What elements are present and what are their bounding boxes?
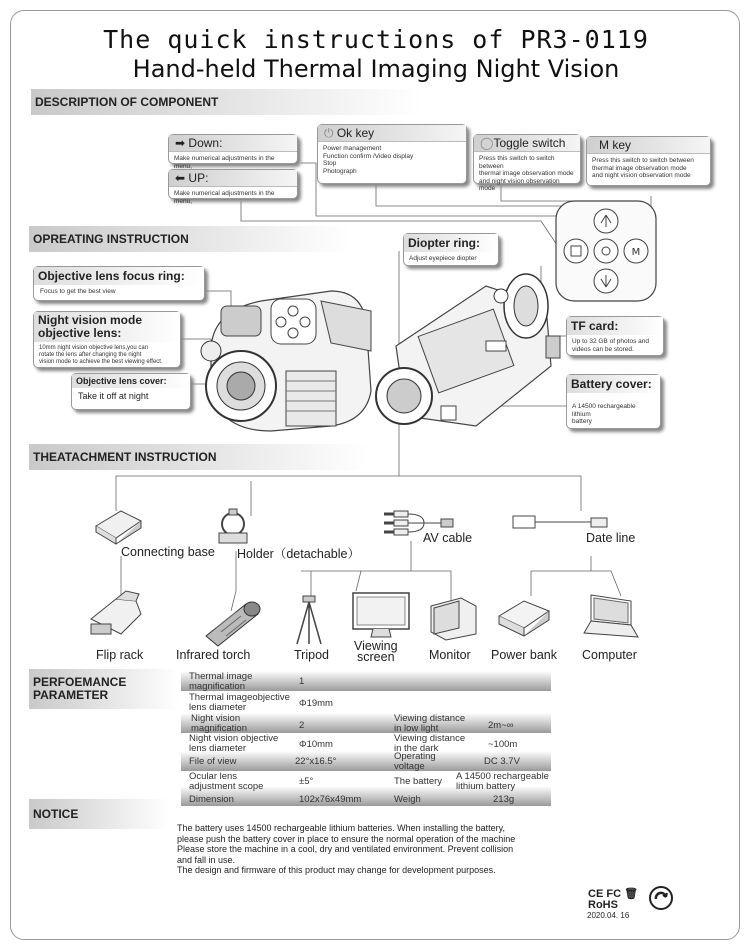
notice-line: and fall in use. [177, 854, 236, 865]
toggle-switch-title: Toggle switch [493, 136, 566, 150]
arrow-left-icon: ⬅ [175, 171, 186, 185]
lens-cover-header [72, 374, 190, 388]
night-vision-sep: : [117, 326, 122, 340]
instruction-sheet [10, 10, 740, 940]
night-vision-header [34, 312, 180, 342]
title-line-1: The quick instructions of PR3-0119 [103, 25, 649, 54]
param-label-line: Thermal imageobjective [189, 692, 290, 703]
tf-card-title: TF card [571, 319, 615, 333]
power-bank-label: Power bank [491, 648, 558, 662]
param-label-2 [394, 714, 465, 734]
viewing-screen-label [354, 641, 398, 663]
tf-card-header [567, 317, 663, 335]
param-label [189, 693, 290, 713]
param-label-line: Night vision objective [189, 733, 279, 744]
up-key-desc: Make numerical adjustments in the menu, [174, 190, 275, 205]
holder-label: Holder（detachable） [237, 547, 360, 561]
holder-icon [211, 509, 256, 549]
ok-key-desc-line: Photograph [323, 167, 357, 175]
param-value-2: 2m~∞ [488, 720, 514, 731]
toggle-icon: ◯ [480, 136, 494, 150]
param-label-line: magnification [189, 681, 245, 692]
notice-text [177, 823, 577, 876]
section-description: DESCRIPTION OF COMPONENT [31, 89, 421, 115]
notice-line: Please store the machine in a cool, dry and ventilated environment. Prevent collision [177, 844, 514, 854]
flip-rack-icon [81, 589, 151, 644]
param-value: 2 [299, 720, 305, 731]
section-performance-label: PERFOEMANCE PARAMETER [33, 675, 127, 702]
viewing-screen-icon [351, 591, 411, 639]
section-notice: NOTICE [29, 799, 169, 829]
param-label-2 [394, 795, 421, 805]
param-value: 22°x16.5° [295, 756, 337, 767]
battery-cover-title: Battery cover [571, 377, 648, 391]
objective-focus-title: Objective lens focus ring [38, 269, 181, 283]
up-key-sep: : [205, 171, 209, 185]
up-key-box [168, 169, 298, 205]
param-label-line: Thermal image [189, 671, 253, 682]
battery-cover-header [567, 375, 660, 393]
param-label-line: in low light [394, 723, 439, 734]
diopter-box [403, 233, 499, 266]
param-label-line: voltage [394, 761, 425, 772]
m-key-header: M key [587, 137, 710, 154]
param-label-2 [394, 777, 442, 787]
svg-text:M: M [631, 247, 641, 258]
m-key-desc [587, 154, 710, 183]
ok-key-box [317, 124, 467, 184]
param-value: Φ19mm [299, 698, 333, 709]
tf-card-desc [567, 335, 663, 356]
ok-key-title: Ok key [336, 126, 375, 140]
night-vision-title-2: objective lens [38, 326, 118, 340]
up-key-title: UP [188, 171, 206, 185]
param-label-line: Operating [394, 751, 436, 762]
notice-line: please push the battery cover in place to ensure the normal operation of the machine [177, 833, 516, 844]
param-label-line: Night vision [191, 713, 241, 724]
toggle-switch-desc [474, 152, 580, 196]
down-key-box [168, 134, 298, 170]
connecting-base-icon [91, 506, 146, 546]
ok-key-header [318, 125, 466, 142]
battery-desc-line: battery [572, 418, 592, 425]
diopter-title: Diopter ring [408, 236, 476, 250]
arrow-right-icon: ➡ [175, 136, 186, 150]
computer-icon [576, 593, 641, 641]
rohs-mark: RoHS [588, 899, 618, 911]
recycle-icon [649, 886, 673, 910]
ok-key-desc-line: Stop [323, 160, 337, 167]
m-key-desc-line: thermal image observation mode [592, 164, 687, 172]
section-attachment: THEATACHMENT INSTRUCTION [29, 444, 369, 470]
objective-focus-sep: : [180, 269, 185, 283]
tripod-label: Tripod [294, 648, 329, 662]
ok-key-desc [318, 142, 466, 178]
m-key-box [586, 136, 711, 186]
param-value: ±5° [299, 776, 314, 787]
param-label-line: lens diameter [189, 743, 247, 754]
tripod-icon [294, 596, 324, 646]
night-vision-desc-line: 10mm night vision objective lens,you can [39, 345, 149, 351]
param-label-line: adjustment scope [189, 781, 264, 792]
print-date: 2020.04. 16 [587, 911, 630, 920]
av-cable-label: AV cable [423, 531, 473, 545]
battery-cover-box [566, 374, 661, 429]
toggle-desc-line: and night vision observation mode [479, 177, 560, 192]
parameter-table [181, 671, 551, 806]
connecting-base-label: Connecting base [121, 545, 215, 559]
weee-bin-icon: 🗑 [624, 888, 639, 900]
down-key-title: Down [188, 136, 220, 150]
night-vision-desc-line: rotate the lens after changing the night [39, 352, 142, 358]
computer-label: Computer [582, 648, 637, 662]
down-key-desc: Make numerical adjustments in the menu, [174, 155, 275, 170]
m-key-desc-line: Press this switch to switch between [592, 157, 694, 164]
toggle-desc-line: Press this switch to switch between [479, 155, 555, 170]
night-vision-desc [34, 342, 180, 369]
flip-rack-label: Flip rack [96, 648, 144, 662]
notice-line: The battery uses 14500 rechargeable lithium batteries. When installing the battery, [177, 823, 506, 833]
up-key-header [169, 170, 297, 187]
param-label-line: in the dark [394, 743, 439, 754]
param-value: 1 [299, 676, 305, 687]
monitor-icon [426, 596, 481, 641]
tf-card-desc-line: Up to 32 GB of photos and [572, 338, 649, 345]
param-label-line: Viewing distance [394, 733, 466, 744]
notice-line: The design and firmware of this product may change for development purposes. [177, 865, 496, 875]
param-label-line: The battery [394, 776, 443, 787]
param-label [189, 734, 278, 754]
objective-focus-desc: Focus to get the best view [40, 288, 116, 295]
m-key-desc-line: and night vision observation mode [592, 172, 691, 179]
toggle-desc-line: thermal image observation mode [479, 170, 574, 177]
toggle-switch-box [473, 134, 581, 192]
param-label [189, 795, 234, 805]
objective-focus-box [33, 266, 205, 301]
objective-focus-header [34, 267, 204, 285]
diopter-desc: Adjust eyepiece diopter [409, 255, 477, 262]
param-label-line: Weigh [394, 794, 421, 805]
night-vision-title-2-row [38, 327, 176, 340]
monitor-label: Monitor [429, 648, 471, 662]
device-front-illustration [181, 281, 381, 441]
param-label-2 [394, 752, 436, 772]
lens-cover-title: Objective lens cover [76, 376, 164, 386]
lens-cover-box [71, 373, 191, 410]
power-icon: ⏻ [324, 126, 334, 140]
param-label [189, 672, 252, 692]
param-value-2: ~100m [488, 739, 518, 750]
param-value: Φ10mm [299, 739, 333, 750]
param-label-line: File of view [189, 756, 237, 767]
date-line-label: Date line [586, 531, 636, 545]
power-bank-icon [494, 596, 554, 641]
param-value-2: 213g [493, 794, 515, 805]
night-vision-desc-line: vision mode to achieve the best viewing effect. [39, 359, 163, 365]
param-label-line: Viewing distance [394, 713, 466, 724]
down-key-sep: : [219, 136, 223, 150]
param-value-2: DC 3.7V [484, 756, 520, 767]
down-key-header [169, 135, 297, 152]
keypad-illustration [551, 196, 661, 306]
tf-card-desc-line: videos can be stored. [572, 345, 634, 353]
toggle-switch-header [474, 135, 580, 152]
ok-key-desc-line: Power management [323, 145, 382, 152]
lens-cover-desc: Take it off at night [78, 391, 149, 401]
param-label-line: Dimension [189, 794, 234, 805]
night-vision-lens-box [33, 311, 181, 368]
viewing-screen-label-2: screen [357, 650, 395, 664]
param-label [189, 772, 263, 792]
ok-key-desc-line: Function confirm /Video display [323, 152, 414, 160]
lens-cover-sep: : [163, 376, 167, 386]
section-operating: OPREATING INSTRUCTION [29, 226, 349, 252]
tf-card-box [566, 316, 664, 356]
battery-cover-desc [567, 393, 660, 429]
param-value: 102x76x49mm [299, 794, 362, 805]
battery-desc-line: A 14500 rechargeable lithium [572, 403, 636, 418]
diopter-sep: : [476, 236, 480, 250]
param-label [191, 714, 247, 734]
diopter-header [404, 234, 498, 252]
device-side-illustration [366, 266, 566, 446]
title-line-2: Hand-held Thermal Imaging Night Vision [132, 55, 620, 83]
param-label-line: Ocular lens [189, 771, 238, 782]
param-label [189, 757, 237, 767]
param-label-line: lens diameter [189, 702, 247, 713]
night-vision-title-1: Night vision mode [38, 313, 143, 327]
date-line-icon [511, 511, 621, 533]
viewing-screen-label-1: Viewing [354, 639, 398, 653]
tf-card-sep: : [614, 319, 619, 333]
infrared-torch-label: Infrared torch [176, 648, 251, 662]
certification-marks [588, 889, 638, 911]
param-value-2: A 14500 rechargeable lithium battery [456, 771, 549, 792]
param-label-line: magnification [191, 723, 247, 734]
infrared-torch-icon [196, 596, 266, 646]
fc-mark: FC [606, 888, 622, 900]
battery-cover-sep: : [647, 377, 652, 391]
ce-mark: CE [588, 888, 604, 900]
